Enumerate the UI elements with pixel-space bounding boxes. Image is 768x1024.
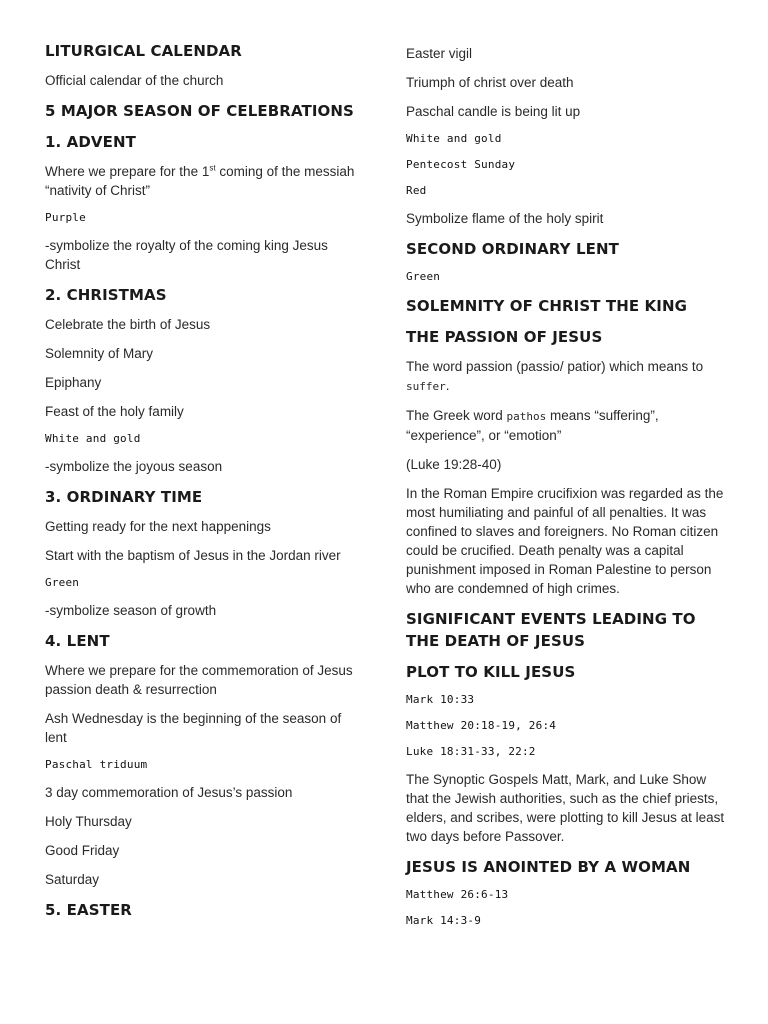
paragraph: -symbolize the joyous season [45,459,223,474]
paragraph: Paschal candle is being lit up [406,104,581,119]
handwritten-note-purple: Purple [45,211,86,224]
section-heading-solemnity-of-christ-the-king: SOLEMNITY OF CHRIST THE KING [406,297,688,315]
paragraph: 3 day commemoration of Jesus’s passion [45,785,293,800]
section-heading-4-lent: 4. LENT [45,632,110,650]
paragraph: Saturday [45,872,100,887]
paragraph: Start with the baptism of Jesus in the Jordan river [45,548,341,563]
handwritten-note-green: Green [406,270,441,283]
handwritten-note-white-and-gold: White and gold [406,132,502,145]
handwritten-note-mark-10-33: Mark 10:33 [406,693,475,706]
text-run: means “suffering”, “experience”, or “emotion” [406,408,659,443]
paragraph [406,357,728,396]
paragraph: Where we prepare for the commemoration of Jesus passion death & resurrection [45,663,353,697]
paragraph: Symbolize flame of the holy spirit [406,211,604,226]
section-heading-5-easter: 5. EASTER [45,901,132,919]
section-heading-jesus-is-anointed-by-a-woman: JESUS IS ANOINTED BY A WOMAN [406,858,691,876]
paragraph: Triumph of christ over death [406,75,574,90]
paragraph: Holy Thursday [45,814,132,829]
section-heading-5-major-season-of-celebrations: 5 MAJOR SEASON OF CELEBRATIONS [45,102,354,120]
paragraph: Easter vigil [406,46,473,61]
superscript: st [209,163,216,173]
handwritten-note-green: Green [45,576,80,589]
handwritten-word: suffer [406,380,446,393]
text-run: Where we prepare for the 1 [45,164,210,179]
text-run: . [445,378,450,393]
text-run: coming of the messiah “nativity of Christ” [45,164,355,198]
paragraph: Celebrate the birth of Jesus [45,317,211,332]
paragraph: -symbolize the royalty of the coming king Jesus Christ [45,238,328,272]
paragraph [406,406,728,445]
paragraph: Solemnity of Mary [45,346,154,361]
handwritten-word: pathos [506,410,547,423]
section-heading-3-ordinary-time: 3. ORDINARY TIME [45,488,203,506]
handwritten-note-matthew-26-6-13: Matthew 26:6-13 [406,888,509,901]
text-run: The word passion (passio/ patior) which means to [406,359,704,374]
paragraph: Official calendar of the church [45,73,224,88]
handwritten-note-paschal-triduum: Paschal triduum [45,758,148,771]
paragraph: Good Friday [45,843,120,858]
section-heading-2-christmas: 2. CHRISTMAS [45,286,167,304]
paragraph: Feast of the holy family [45,404,184,419]
paragraph [45,162,363,200]
handwritten-note-mark-14-3-9: Mark 14:3-9 [406,914,482,927]
text-run: The Greek word [406,408,507,423]
section-heading-the-passion-of-jesus: THE PASSION OF JESUS [406,328,603,346]
section-heading-second-ordinary-lent: SECOND ORDINARY LENT [406,240,619,258]
right-column [406,44,728,939]
section-heading-liturgical-calendar: LITURGICAL CALENDAR [45,42,242,60]
left-column [45,40,363,930]
paragraph: The Synoptic Gospels Matt, Mark, and Luke Show that the Jewish authorities, such as the chief priests, elders, and scribes, were plotting to kill Jesus at least two days before Passover. [406,772,725,844]
section-heading-significant-events-leading-to-the-death-: SIGNIFICANT EVENTS LEADING TO THE DEATH OF JESUS [406,610,696,650]
handwritten-note-red: Red [406,184,427,197]
section-heading-plot-to-kill-jesus: PLOT TO KILL JESUS [406,663,576,681]
handwritten-note-white-and-gold: White and gold [45,432,141,445]
handwritten-note-pentecost-sunday: Pentecost Sunday [406,158,516,171]
paragraph: Getting ready for the next happenings [45,519,271,534]
section-heading-1-advent: 1. ADVENT [45,133,136,151]
paragraph: Ash Wednesday is the beginning of the season of lent [45,711,342,745]
handwritten-note-matthew-20-18-19-26-4: Matthew 20:18-19, 26:4 [406,719,557,732]
paragraph: Epiphany [45,375,102,390]
paragraph: -symbolize season of growth [45,603,217,618]
paragraph: (Luke 19:28-40) [406,457,502,472]
paragraph: In the Roman Empire crucifixion was regarded as the most humiliating and painful of all penalties. It was confined to slaves and foreigners. No Roman citizen could be crucified. Death penalty was a capital punishment imposed in Roman Palestine to person who are condemned of high crimes. [406,486,724,596]
handwritten-note-luke-18-31-33-22-2: Luke 18:31-33, 22:2 [406,745,536,758]
